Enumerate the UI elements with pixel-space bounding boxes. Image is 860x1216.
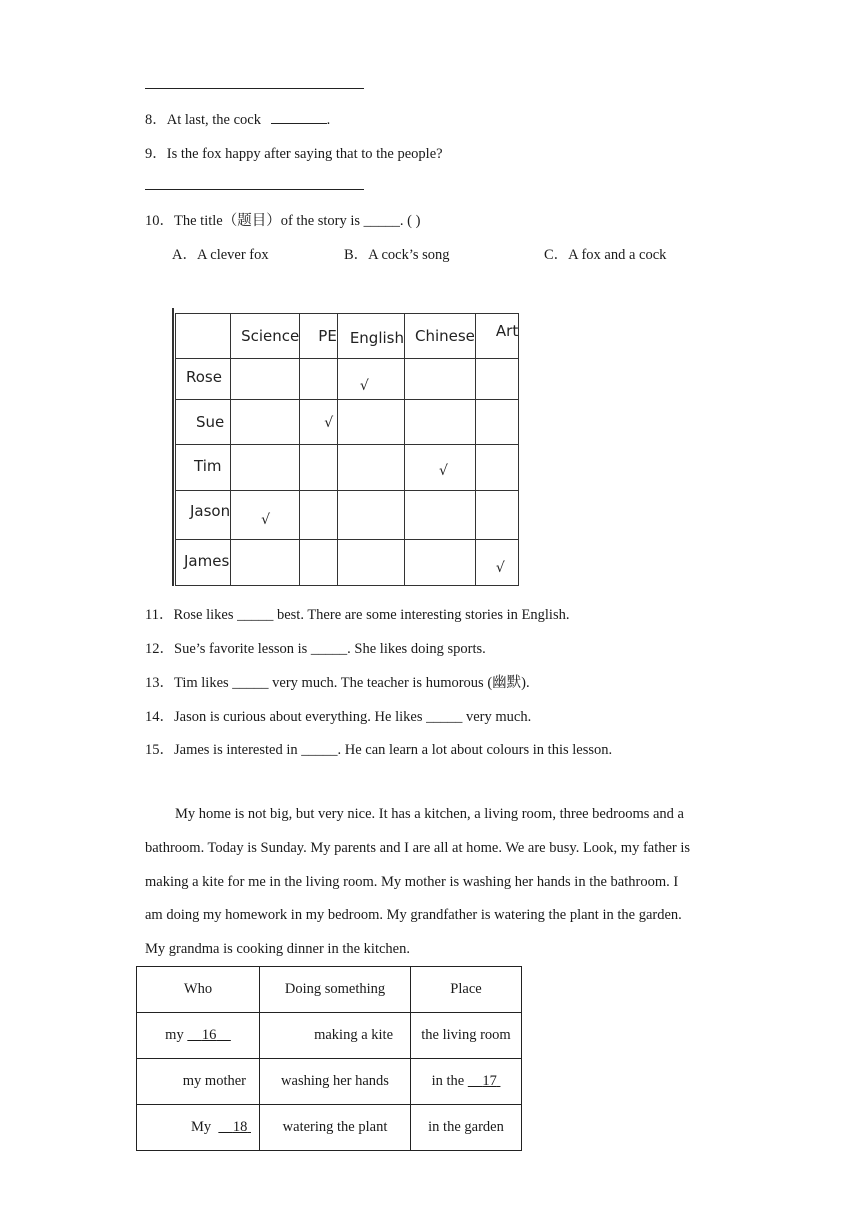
passage-line-3: making a kite for me in the living room. My mother is washing her hands in the bathroom. I (145, 874, 679, 890)
question-11: 11．Rose likes _____ best. There are some interesting stories in English. (145, 607, 570, 623)
cell-james-science (231, 540, 300, 586)
doing-cell: washing her hands (260, 1059, 411, 1105)
passage-line-5: My grandma is cooking dinner in the kitchen. (145, 941, 410, 957)
header-english: English (337, 314, 404, 359)
header-empty-cell (176, 314, 231, 359)
header-art: Art (475, 314, 518, 359)
table-left-bar (172, 308, 174, 586)
cell-james-chinese (404, 540, 475, 586)
place-cell: the living room (411, 1013, 522, 1059)
cell-james-pe (300, 540, 338, 586)
check-mark: √ (324, 415, 334, 431)
cell-sue-art (475, 400, 518, 445)
answer-blank-16[interactable]: 16 (201, 1027, 217, 1043)
place-prefix: in the (431, 1073, 465, 1089)
cell-jason-english (337, 491, 404, 540)
header-doing: Doing something (260, 967, 411, 1013)
doing-cell: making a kite (260, 1013, 411, 1059)
question-8 (145, 108, 330, 129)
question-12: 12．Sue’s favorite lesson is _____. She likes doing sports. (145, 641, 486, 657)
row-name-tim: Tim (176, 445, 231, 491)
question-8-period: . (326, 112, 331, 128)
option-c[interactable]: C．A fox and a cock (544, 247, 667, 263)
who-cell-18 (137, 1105, 260, 1151)
cell-tim-science (231, 445, 300, 491)
cell-sue-english (337, 400, 404, 445)
question-9: 9．Is the fox happy after saying that to the people? (145, 146, 443, 162)
cell-tim-art (475, 445, 518, 491)
question-14: 14．Jason is curious about everything. He likes _____ very much. (145, 709, 532, 725)
cell-jason-pe (300, 491, 338, 540)
cell-tim-chinese (404, 445, 475, 491)
option-a[interactable]: A．A clever fox (172, 247, 269, 263)
row-name-jason: Jason (176, 491, 231, 540)
doing-cell: watering the plant (260, 1105, 411, 1151)
cell-james-art (475, 540, 518, 586)
who-doing-place-table (136, 966, 522, 1151)
answer-blank-18[interactable]: 18 (232, 1119, 248, 1135)
check-mark: √ (438, 462, 448, 479)
cell-rose-chinese (404, 359, 475, 400)
cell-jason-art (475, 491, 518, 540)
passage-line-1: My home is not big, but very nice. It has a kitchen, a living room, three bedrooms and a (175, 806, 684, 822)
row-name-james: James (176, 540, 231, 586)
question-15: 15．James is interested in _____. He can learn a lot about colours in this lesson. (145, 742, 613, 758)
place-cell-17 (411, 1059, 522, 1105)
subject-table (175, 313, 519, 586)
cell-sue-chinese (404, 400, 475, 445)
answer-blank-8[interactable] (271, 111, 327, 124)
check-mark: √ (261, 512, 271, 528)
cell-tim-english (337, 445, 404, 491)
question-13: 13．Tim likes _____ very much. The teacher is humorous (幽默). (145, 675, 530, 691)
answer-line-9[interactable] (145, 189, 364, 190)
cell-jason-chinese (404, 491, 475, 540)
header-science: Science (231, 314, 300, 359)
question-8-text: 8．At last, the cock (145, 112, 261, 128)
header-pe: PE (300, 314, 338, 359)
cell-tim-pe (300, 445, 338, 491)
cell-sue-science (231, 400, 300, 445)
cell-rose-english (337, 359, 404, 400)
cell-sue-pe (300, 400, 338, 445)
row-name-sue: Sue (176, 400, 231, 445)
header-chinese: Chinese (404, 314, 475, 359)
check-mark: √ (495, 559, 505, 576)
answer-line-7 (145, 88, 364, 89)
who-cell-16 (137, 1013, 260, 1059)
who-cell: my mother (137, 1059, 260, 1105)
who-prefix: My (190, 1119, 212, 1135)
answer-blank-17[interactable]: 17 (482, 1073, 497, 1089)
row-name-rose: Rose (176, 359, 231, 400)
cell-jason-science (231, 491, 300, 540)
cell-rose-science (231, 359, 300, 400)
cell-rose-art (475, 359, 518, 400)
question-10: 10．The title（题目）of the story is _____. ( ) (145, 213, 421, 229)
option-b[interactable]: B．A cock’s song (344, 247, 450, 263)
cell-rose-pe (300, 359, 338, 400)
header-who: Who (137, 967, 260, 1013)
passage-line-4: am doing my homework in my bedroom. My grandfather is watering the plant in the garden. (145, 907, 682, 923)
place-cell: in the garden (411, 1105, 522, 1151)
check-mark: √ (359, 378, 369, 394)
cell-james-english (337, 540, 404, 586)
header-place: Place (411, 967, 522, 1013)
passage-line-2: bathroom. Today is Sunday. My parents and I are all at home. We are busy. Look, my father is (145, 840, 691, 856)
who-prefix: my (165, 1027, 184, 1043)
